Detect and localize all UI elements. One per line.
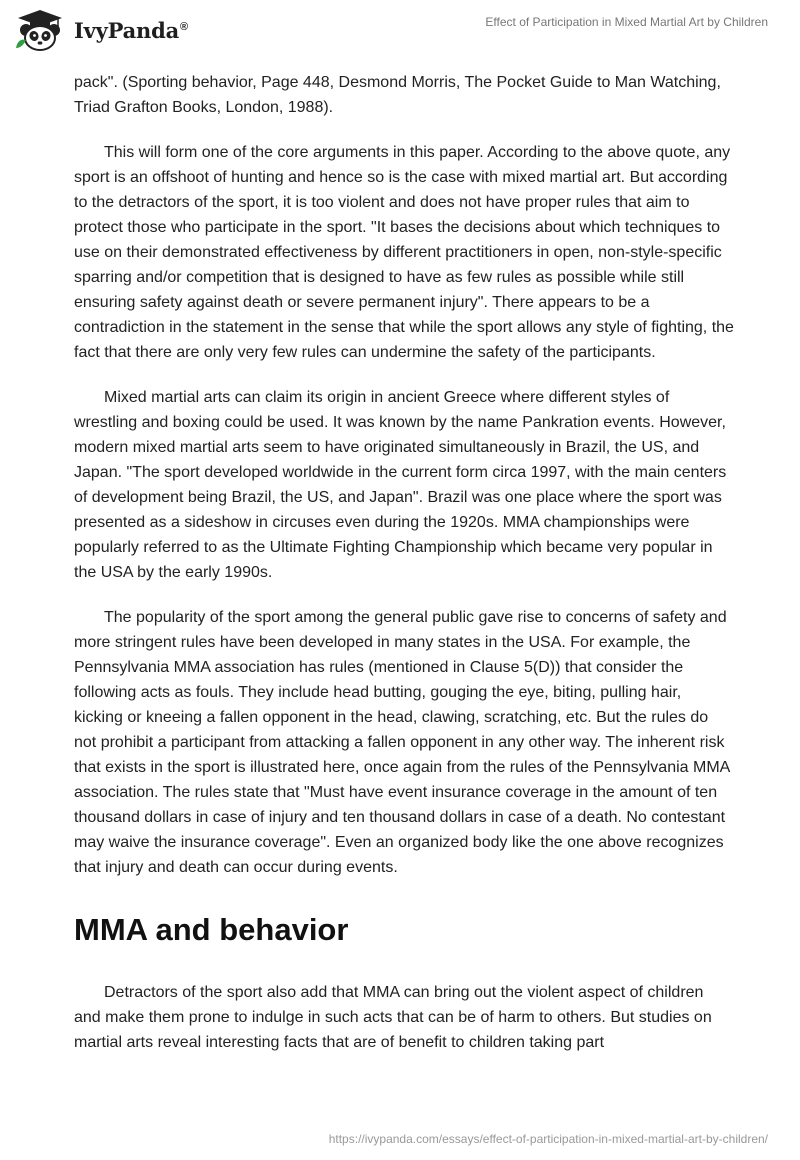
essay-body (74, 70, 734, 1075)
source-url[interactable]: https://ivypanda.com/essays/effect-of-participation-in-mixed-martial-art-by-children/ (328, 1132, 768, 1146)
paragraph: Detractors of the sport also add that MMA can bring out the violent aspect of children and make them prone to indulge in such acts that can be of harm to others. But studies on martial arts reveal interesting facts that are of benefit to children taking part (74, 984, 712, 1051)
paragraph: The popularity of the sport among the general public gave rise to concerns of safety and more stringent rules have been developed in many states in the USA. For example, the Pennsylvania MMA association has rules (mentioned in Clause 5(D)) that consider the following acts as fouls. They include head butting, gouging the eye, biting, pulling hair, kicking or kneeing a fallen opponent in the head, clawing, scratching, etc. But the rules do not prohibit a participant from attacking a fallen opponent in any other way. The inherent risk that exists in the sport is illustrated here, once again from the rules of the Pennsylvania MMA association. The rules state that "Must have event insurance coverage in the amount of ten thousand dollars in case of injury and ten thousand dollars in case of a death. No contestant may waive the insurance coverage". Even an organized body like the one above recognizes that injury and death can occur during events. (74, 609, 730, 876)
paragraph: Mixed martial arts can claim its origin in ancient Greece where different styles of wrestling and boxing could be used. It was known by the name Pankration events. However, modern mixed martial arts seem to have originated simultaneously in Brazil, the US, and Japan. "The sport developed worldwide in the current form circa 1997, with the main centers of development being Brazil, the US, and Japan". Brazil was one place where the sport was presented as a sideshow in circuses even during the 1920s. MMA championships were popularly referred to as the Ultimate Fighting Championship which became very popular in the USA by the early 1990s. (74, 389, 727, 581)
paragraph-continued: pack". (Sporting behavior, Page 448, Desmond Morris, The Pocket Guide to Man Watching, Triad Grafton Books, London, 1988). (74, 74, 721, 116)
page-header (0, 0, 800, 60)
paragraph: This will form one of the core arguments in this paper. According to the above quote, any sport is an offshoot of hunting and hence so is the case with mixed martial art. But according to the detractors of the sport, it is too violent and does not have proper rules that aim to protect those who participate in the sport. "It bases the decisions about which techniques to use on their demonstrated effectiveness by different practitioners in open, non-style-specific sparring and/or competition that is designed to have as few rules as possible while still ensuring safety against death or severe permanent injury". There appears to be a contradiction in the statement in the sense that while the sport allows any style of fighting, the fact that there are only very few rules can undermine the safety of the participants. (74, 144, 734, 361)
ivypanda-logo[interactable] (14, 8, 188, 52)
brand-name: IvyPanda® (74, 17, 188, 43)
section-heading: MMA and behavior (74, 912, 349, 947)
document-title: Effect of Participation in Mixed Martial Art by Children (485, 15, 768, 29)
panda-graduate-icon (14, 8, 66, 52)
